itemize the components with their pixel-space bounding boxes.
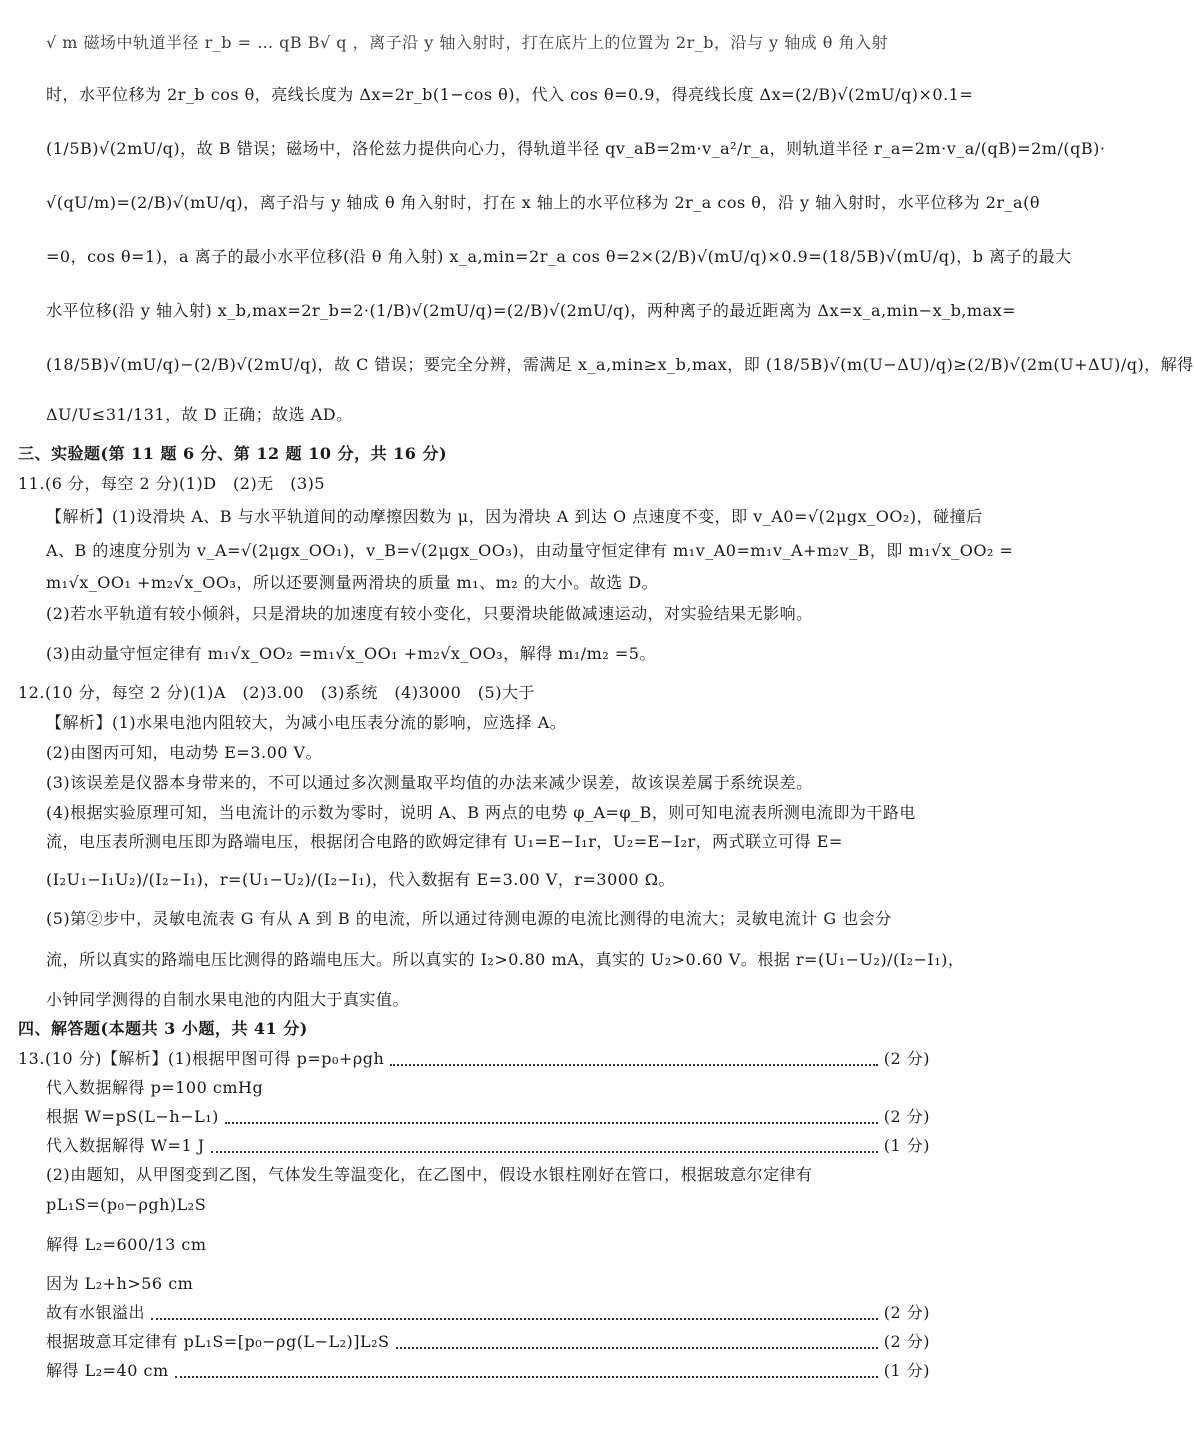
dot-leader bbox=[396, 1335, 878, 1349]
line-text: 13.(10 分)【解析】(1)根据甲图可得 p=p₀+ρgh bbox=[18, 1049, 385, 1068]
score-points: (2 分) bbox=[883, 1303, 930, 1322]
text-line: =0，cos θ=1)，a 离子的最小水平位移(沿 θ 角入射) x_a,min=2r_a cos θ=2×(2/B)√(mU/q)×0.9=(18/5B)√(mU/q)，b 离子的最大 bbox=[46, 247, 1072, 266]
text-line-cropped-top: √ m 磁场中轨道半径 r_b = … qB B√ q ，离子沿 y 轴入射时，打在底片上的位置为 2r_b，沿与 y 轴成 θ 角入射 bbox=[46, 33, 889, 52]
dot-leader bbox=[225, 1110, 878, 1124]
analysis-line: 【解析】(1)设滑块 A、B 与水平轨道间的动摩擦因数为 μ，因为滑块 A 到达 O 点速度不变，即 v_A0=√(2μgx_OO₂)，碰撞后 bbox=[46, 507, 983, 526]
line-text: 代入数据解得 W=1 J bbox=[46, 1136, 205, 1155]
text-line: (1/5B)√(2mU/q)，故 B 错误；磁场中，洛伦兹力提供向心力，得轨道半径 qv_aB=2m·v_a²/r_a，则轨道半径 r_a=2m·v_a/(qB)=2m/(qB)· bbox=[46, 139, 1106, 158]
score-points: (1 分) bbox=[883, 1136, 930, 1155]
analysis-line: m₁√x_OO₁ +m₂√x_OO₃，所以还要测量两滑块的质量 m₁、m₂ 的大小。故选 D。 bbox=[46, 573, 659, 592]
analysis-line: 小钟同学测得的自制水果电池的内阻大于真实值。 bbox=[46, 990, 410, 1009]
analysis-line: (3)由动量守恒定律有 m₁√x_OO₂ =m₁√x_OO₁ +m₂√x_OO₃，解得 m₁/m₂ =5。 bbox=[46, 644, 656, 663]
analysis-line: (5)第②步中，灵敏电流表 G 有从 A 到 B 的电流，所以通过待测电源的电流比测得的电流大；灵敏电流计 G 也会分 bbox=[46, 909, 892, 928]
line-text: 根据 W=pS(L−h−L₁) bbox=[46, 1107, 219, 1126]
dot-leader bbox=[211, 1139, 878, 1153]
analysis-line: 流，电压表所测电压即为路端电压，根据闭合电路的欧姆定律有 U₁=E−I₁r，U₂=E−I₂r，两式联立可得 E= bbox=[46, 832, 843, 851]
solution-line: (2)由题知，从甲图变到乙图，气体发生等温变化，在乙图中，假设水银柱刚好在管口，根据玻意尔定律有 bbox=[46, 1165, 813, 1184]
solution-line bbox=[46, 1358, 930, 1384]
text-line: (18/5B)√(mU/q)−(2/B)√(2mU/q)，故 C 错误；要完全分辨，需满足 x_a,min≥x_b,max，即 (18/5B)√(m(U−ΔU)/q)≥(2/B)√(2m(U+ΔU)/q)，解得 bbox=[46, 355, 1194, 374]
solution-line bbox=[46, 1300, 930, 1326]
section-heading-solutions: 四、解答题(本题共 3 小题，共 41 分) bbox=[18, 1019, 308, 1038]
solution-line: 代入数据解得 p=100 cmHg bbox=[46, 1078, 264, 1097]
solution-line bbox=[46, 1329, 930, 1355]
analysis-line: (3)该误差是仪器本身带来的，不可以通过多次测量取平均值的办法来减少误差，故该误差属于系统误差。 bbox=[46, 773, 813, 792]
analysis-line: (2)由图丙可知，电动势 E=3.00 V。 bbox=[46, 743, 323, 762]
analysis-line: A、B 的速度分别为 v_A=√(2μgx_OO₁)，v_B=√(2μgx_OO₃)，由动量守恒定律有 m₁v_A0=m₁v_A+m₂v_B，即 m₁√x_OO₂ = bbox=[46, 541, 1014, 560]
text-line: √(qU/m)=(2/B)√(mU/q)，离子沿与 y 轴成 θ 角入射时，打在 x 轴上的水平位移为 2r_a cos θ，沿 y 轴入射时，水平位移为 2r_a(θ bbox=[46, 193, 1040, 212]
line-text: 故有水银溢出 bbox=[46, 1303, 146, 1322]
analysis-line: (2)若水平轨道有较小倾斜，只是滑块的加速度有较小变化，只要滑块能做减速运动，对实验结果无影响。 bbox=[46, 604, 813, 623]
dot-leader bbox=[151, 1306, 878, 1320]
solution-line: 因为 L₂+h>56 cm bbox=[46, 1274, 194, 1293]
question-13-line bbox=[18, 1046, 930, 1072]
score-points: (2 分) bbox=[883, 1049, 930, 1068]
text-line: ΔU/U≤31/131，故 D 正确；故选 AD。 bbox=[46, 405, 353, 424]
solution-line: pL₁S=(p₀−ρgh)L₂S bbox=[46, 1195, 207, 1214]
analysis-line: 流，所以真实的路端电压比测得的路端电压大。所以真实的 I₂>0.80 mA，真实的 U₂>0.60 V。根据 r=(U₁−U₂)/(I₂−I₁)， bbox=[46, 950, 965, 969]
dot-leader bbox=[390, 1052, 877, 1066]
analysis-line: (I₂U₁−I₁U₂)/(I₂−I₁)，r=(U₁−U₂)/(I₂−I₁)，代入数据有 E=3.00 V，r=3000 Ω。 bbox=[46, 870, 675, 889]
score-points: (2 分) bbox=[883, 1332, 930, 1351]
question-11-answer: 11.(6 分，每空 2 分)(1)D (2)无 (3)5 bbox=[18, 474, 326, 493]
line-text: 解得 L₂=40 cm bbox=[46, 1361, 169, 1380]
score-points: (2 分) bbox=[883, 1107, 930, 1126]
solution-line bbox=[46, 1104, 930, 1130]
solution-line: 解得 L₂=600/13 cm bbox=[46, 1235, 207, 1254]
dot-leader bbox=[175, 1364, 878, 1378]
section-heading-experiments: 三、实验题(第 11 题 6 分、第 12 题 10 分，共 16 分) bbox=[18, 444, 448, 463]
text-line: 水平位移(沿 y 轴入射) x_b,max=2r_b=2·(1/B)√(2mU/q)=(2/B)√(2mU/q)，两种离子的最近距离为 Δx=x_a,min−x_b,max= bbox=[46, 301, 1017, 320]
analysis-line: (4)根据实验原理可知，当电流计的示数为零时，说明 A、B 两点的电势 φ_A=φ_B，则可知电流表所测电流即为干路电 bbox=[46, 803, 916, 822]
text-line: 时，水平位移为 2r_b cos θ，亮线长度为 Δx=2r_b(1−cos θ)，代入 cos θ=0.9，得亮线长度 Δx=(2/B)√(2mU/q)×0.1= bbox=[46, 85, 974, 104]
solution-line bbox=[46, 1133, 930, 1159]
line-text: 根据玻意耳定律有 pL₁S=[p₀−ρg(L−L₂)]L₂S bbox=[46, 1332, 390, 1351]
analysis-line: 【解析】(1)水果电池内阻较大，为减小电压表分流的影响，应选择 A。 bbox=[46, 713, 567, 732]
question-12-answer: 12.(10 分，每空 2 分)(1)A (2)3.00 (3)系统 (4)3000 (5)大于 bbox=[18, 683, 535, 702]
score-points: (1 分) bbox=[883, 1361, 930, 1380]
